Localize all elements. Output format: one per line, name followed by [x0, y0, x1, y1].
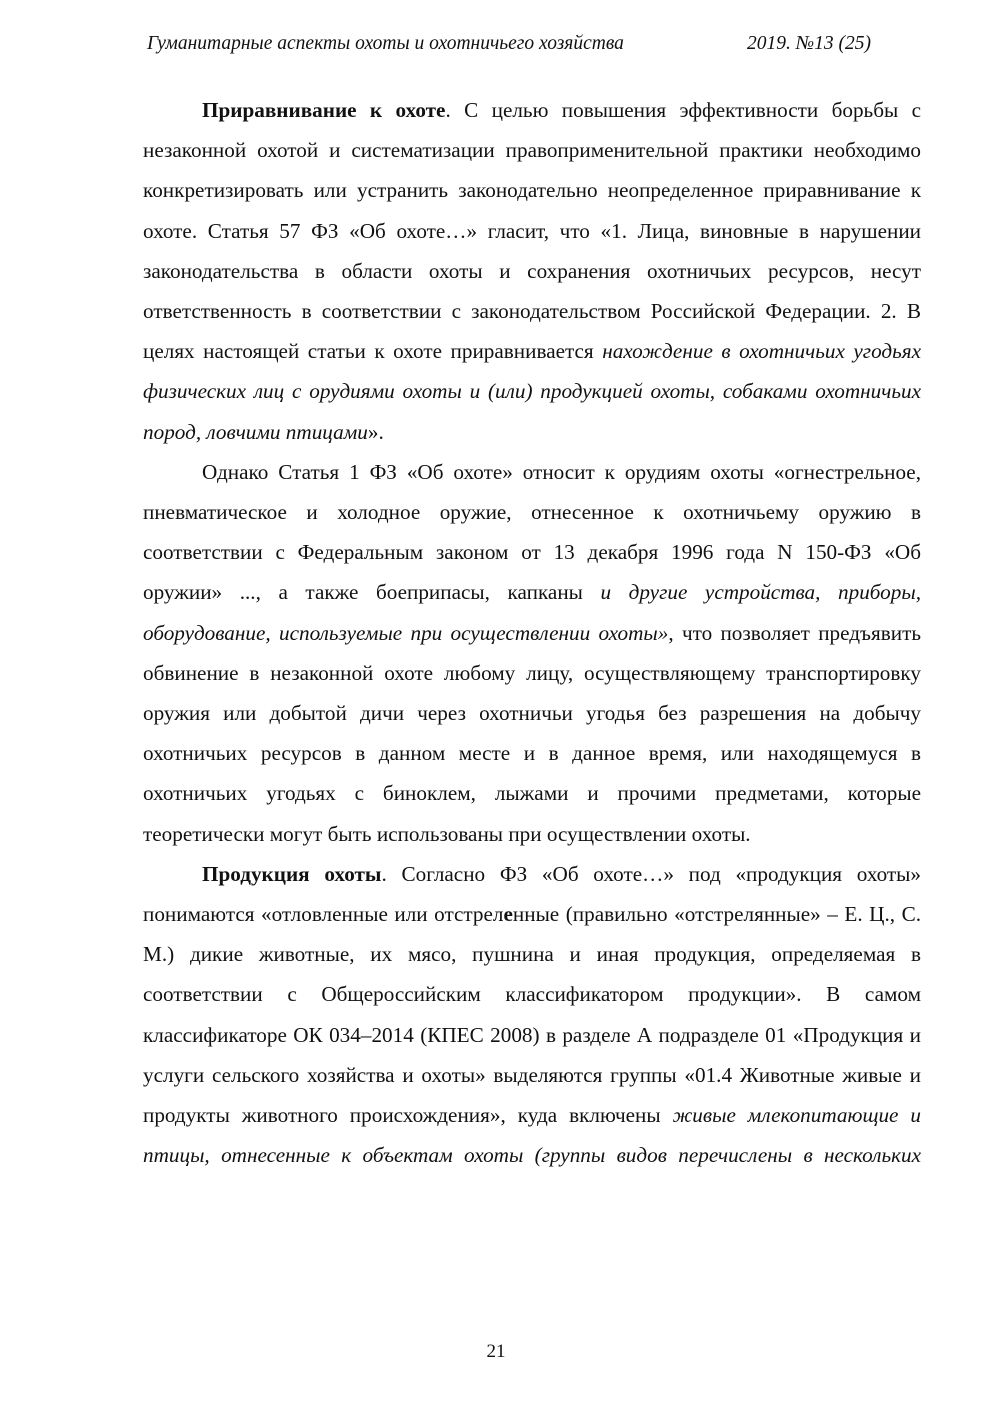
section-heading: Приравнивание к охоте [202, 98, 446, 122]
issue-number: 2019. №13 (25) [747, 33, 871, 54]
bold-letter: е [503, 902, 513, 927]
paragraph-hunting-products [143, 854, 921, 1176]
page-number: 21 [486, 1341, 506, 1362]
italic-quote: живые млекопитающие и птицы, отнесенные к объектам охоты (группы видов перечислены в нескольких [143, 1103, 921, 1168]
body-text: , что позволяет предъявить обвинение в незаконной охоте любому лицу, осуществляющему транспортировку оружия или добытой дичи через охотничьи угодья без разрешения на добычу охотничьих ресурсов в данном месте и в данное время, или находящемуся в охотничьих угодьях с биноклем, лыжами и прочими предметами, которые теоретически могут быть использованы при осуществлении охоты. [143, 620, 921, 846]
italic-quote: и другие устройства, приборы, оборудование, используемые при осуществлении охоты» [143, 580, 922, 645]
article-body [143, 90, 921, 1175]
body-text: . Согласно ФЗ «Об охоте…» под «продукция охоты» понимаются «отловленные или отстрел [143, 861, 922, 927]
paragraph-hunting-tools [143, 452, 921, 854]
paragraph-equating-to-hunting [143, 90, 921, 452]
running-header [147, 33, 907, 55]
italic-quote: нахождение в охотничьих угодьях физических лиц с орудиями охоты и (или) продукцией охоты, собаками охотничьих пород, ловчими птицами [143, 339, 921, 444]
journal-title: Гуманитарные аспекты охоты и охотничьего хозяйства [147, 33, 624, 54]
body-text: нные (правильно «отстрелянные» – Е. Ц., С. М.) дикие животные, их мясо, пушнина и иная продукция, определяемая в соответствии с Общероссийским классификатором продукции». В самом классификаторе ОК 034–2014 (КПЕС 2008) в разделе А подразделе 01 «Продукция и услуги сельского хозяйства и охоты» выделяются группы «01.4 Животные живые и продукты животного происхождения», куда включены [143, 902, 921, 1128]
body-text: Однако Статья 1 ФЗ «Об охоте» относит к орудиям охоты «огнестрельное, пневматическое и холодное оружие, отнесенное к охотничьему оружию в соответствии с Федеральным законом от 13 декабря 1996 года N 150-ФЗ «Об оружии» ..., а также боеприпасы, капканы [143, 459, 921, 605]
body-text: ». [367, 419, 384, 444]
section-heading: Продукция охоты [202, 861, 382, 886]
body-text: . С целью повышения эффективности борьбы с незаконной охотой и систематизации правоприменительной практики необходимо конкретизировать или устранить законодательно неопределенное приравнивание к охоте. Статья 57 ФЗ «Об охоте…» гласит, что «1. Лица, виновные в нарушении законодательства в области охоты и сохранения охотничьих ресурсов, несут ответственность в соответствии с законодательством Российской Федерации. 2. В целях настоящей статьи к охоте приравнивается [143, 98, 921, 364]
